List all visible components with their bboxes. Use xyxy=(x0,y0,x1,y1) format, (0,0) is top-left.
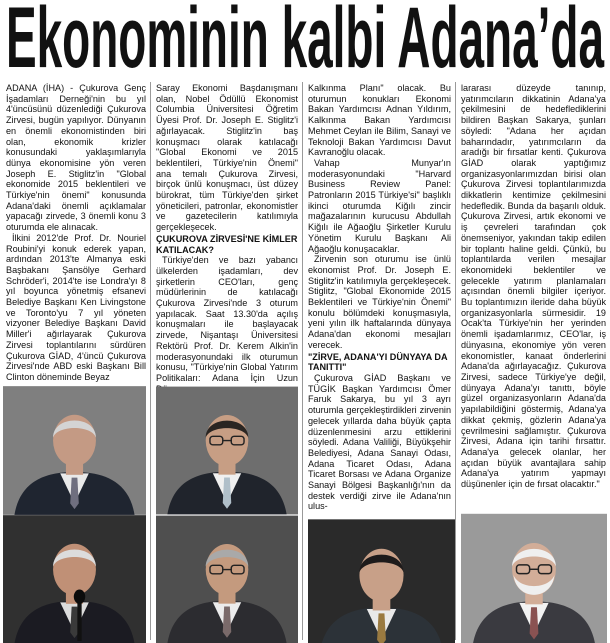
article-column-1 xyxy=(6,83,146,383)
man-gray-hair-glasses-image xyxy=(156,518,298,641)
man-dark-hair-glasses-image xyxy=(156,387,298,514)
portrait-photo xyxy=(461,518,607,641)
article-column-4 xyxy=(461,83,606,514)
man-white-beard-glasses-image xyxy=(461,518,607,641)
column-rule xyxy=(150,82,151,640)
paragraph: Çukurova GİAD Başkanı ve TÜGİK Başkan Yardımcısı Ömer Faruk Sakarya, bu yıl 3 ayrı oturumla gerçekleştirdikleri zirvenin gelecek yıllarda daha büyük çapta düzenlenmesini arzu ettiklerini söyledi. Adana Valiliği, Büyükşehir Belediyesi, Adana Sanayi Odası, Adana Ticaret Odası, Adana Ticaret Borsası ve Adana Organize Sanayi Bölgesi Başkanlığı'nın da destek verdiği zirve ile Adana'nın ulus- xyxy=(308,372,451,512)
column-rule xyxy=(455,82,456,640)
man-speaking-microphone-image xyxy=(3,518,146,641)
man-smiling-dark-hair-image xyxy=(308,530,455,641)
paragraph: Zirvenin son oturumu ise ünlü ekonomist Prof. Dr. Joseph E. Stiglitz'in katılımıyla gerçekleşecek. Stiglitz, "Global Ekonomide 2015 Beklentileri ve Türkiye'nin Önemi" konulu bölümdeki konuşmasıyla, yeni yılın ilk haftalarında dünyaya Adana'dan ekonomi mesajları verecek. xyxy=(308,254,451,350)
article-column-2 xyxy=(156,83,298,383)
portrait-photo xyxy=(3,518,146,641)
man-white-hair-suit-image xyxy=(3,387,146,514)
subheading: "ZİRVE, ADANA'YI DÜNYAYA DA TANITTI" xyxy=(308,351,448,373)
paragraph: Saray Ekonomi Başdanışmanı olan, Nobel Ödüllü Ekonomist Columbia Üniversitesi Öğretim Üyesi Prof. Dr. Joseph E. Stiglitz'i ağırlayacak. Stiglitz'in baş konuşmacı olarak katılacağı "Global Ekonomi ve 2015 beklentileri, Türkiye'nin Önemi" ana temalı Çukurova Zirvesi, birçok ünlü konuşmacı, üst düzey bürokrat, tüm Türkiye'den şirket yöneticileri, patronlar, ekonomistler ve gazetecilerin katılımıyla gerçekleşecek. xyxy=(156,83,298,233)
headline xyxy=(4,0,606,86)
paragraph: İlkini 2012'de Prof. Dr. Nouriel Roubini'yi konuk ederek yapan, ardından 2013'te Almanya eski Başbakanı Şansölye Gerhard Schröder'i, 2014'te ise Londra'yı 8 yıl boyunca yönetmiş efsanevi Belediye Başkanı Ken Livingstone ve Toronto'yu 7 yıl yöneten vizyoner Belediye Başkanı David Miller'i ağırlayarak Çukurova Zirvesi toplantılarını sürdüren Çukurova GİAD, 4'üncü Çukurova Zirvesi'nde ABD eski Başkanı Bill Clinton döneminde Beyaz xyxy=(6,232,146,382)
paragraph: Kalkınma Planı" olacak. Bu oturumun konukları Ekonomi Bakan Yardımcısı Adnan Yıldırım, Kalkınma Bakan Yardımcısı Mehmet Ceylan ile Bilim, Sanayi ve Teknoloji Bakan Yardımcısı Davut Kavranoğlu olacak. xyxy=(308,83,451,158)
article-column-3 xyxy=(308,83,451,528)
column-rule xyxy=(302,82,303,640)
subheading: ÇUKUROVA ZİRVESİ'NE KİMLER KATILACAK? xyxy=(156,233,298,255)
paragraph: Vahap Munyar'ın moderasyonundaki "Harvard Business Review Panel: Patronların 2015 Türkiye'si" başlıklı ikinci oturumda Kiğılı zincir mağazalarının kurucusu Abdullah Kiğılı ile Ağaoğlu Şirketler Kurulu Yönetim Kurulu Başkanı Ali Ağaoğlu konuşacaklar. xyxy=(308,157,451,254)
paragraph: lararası düzeyde tanınıp, yatırımcıların dikkatinin Adana'ya çekilmesini de hedeflediklerini bildiren Başkan Sakarya, şunları söyledi: "Adana her açıdan baharındadır, yatırımcıların da aradığı bir fırsatlar kenti. Çukurova GİAD olarak yaptığımız organizasyonlarımızdan birisi olan Çukurova Zirvesi toplantılarımızda dikkatlerin kentimize çekilmesini hedefledik. Bunda da başarılı olduk. Çukurova Zirvesi, artık ekonomi ve iş çevreleri tarafından çok önemseniyor, yakından takip edilen bir toplantı haline geldi. Çünkü, bu toplantılarda verilen mesajlar ekonomideki beklentiler ve gelecekle yatırım planlamaları açısından önemli bilgiler içeriyor. Bu toplantımızın ileride daha büyük organizasyonlarla sürmesidir. 19 Ocak'ta Türkiye'nin her yerinden önemli işadamlarımız, CEO'lar, iş dünyasına, ekonomiye yön veren ekonomistler, kanaat önderlerini Adana'da ağırlayacağız. Çukurova Zirvesi, sadece Türkiye'ye değil, dünyaya Adana'yı tanıttı, böyle güzel organizasyonların Adana'da yapılabildiğini göstermiş, Adana'ya dikkat çekmiş, gözlerin Adana'ya çevrilmesini sağlamıştır. Çukurova Zirvesi, Adana için tarihi fırsattır. Adana'ya gelecek olanlar, her açıdan büyük avantajlara sahip Adana'ya yatırım yapmayı düşünenler için de fırsat olacaktır." xyxy=(461,83,606,490)
portrait-photo xyxy=(308,530,455,641)
portrait-photo xyxy=(156,518,298,641)
portrait-photo xyxy=(156,387,298,514)
portrait-photo xyxy=(3,387,146,514)
paragraph: Türkiye'den ve bazı yabancı ülkelerden işadamları, dev şirketlerin CEO'ları, genç müdürlerinin de katılacağı Çukurova Zirvesi'nde 3 oturum yapılacak. Saat 13.30'da açılış konuşmaları ile başlayacak zirvede, Nişantaşı Üniversitesi Rektörü Prof. Dr. Kerem Alkin'in moderasyonundaki ilk oturumun konusu, "Türkiye'nin Global Yatırım Politikaları: Adana İçin Uzun xyxy=(156,255,298,383)
headline-text: Ekonominin kalbi Adana’da xyxy=(6,0,605,86)
paragraph: ADANA (İHA) - Çukurova Genç İşadamları Derneği'nin bu yıl 4'üncüsünü düzenlediği Çukurova Zirvesi, bugün yapılıyor. Dünyanın en önemli ekonomistinden biri olan, ekonomik krizler konusundaki yaklaşımlarıyla dünya ekonomisine yön veren Joseph E. Stiglitz'in "Global ekonomide 2015 beklentileri ve Türkiye'nin önemi" konusunda Adana'daki önemli açıklamalar yapacağı zirvede, 3 önemli konu 3 oturumda ele alınacak. xyxy=(6,83,146,233)
